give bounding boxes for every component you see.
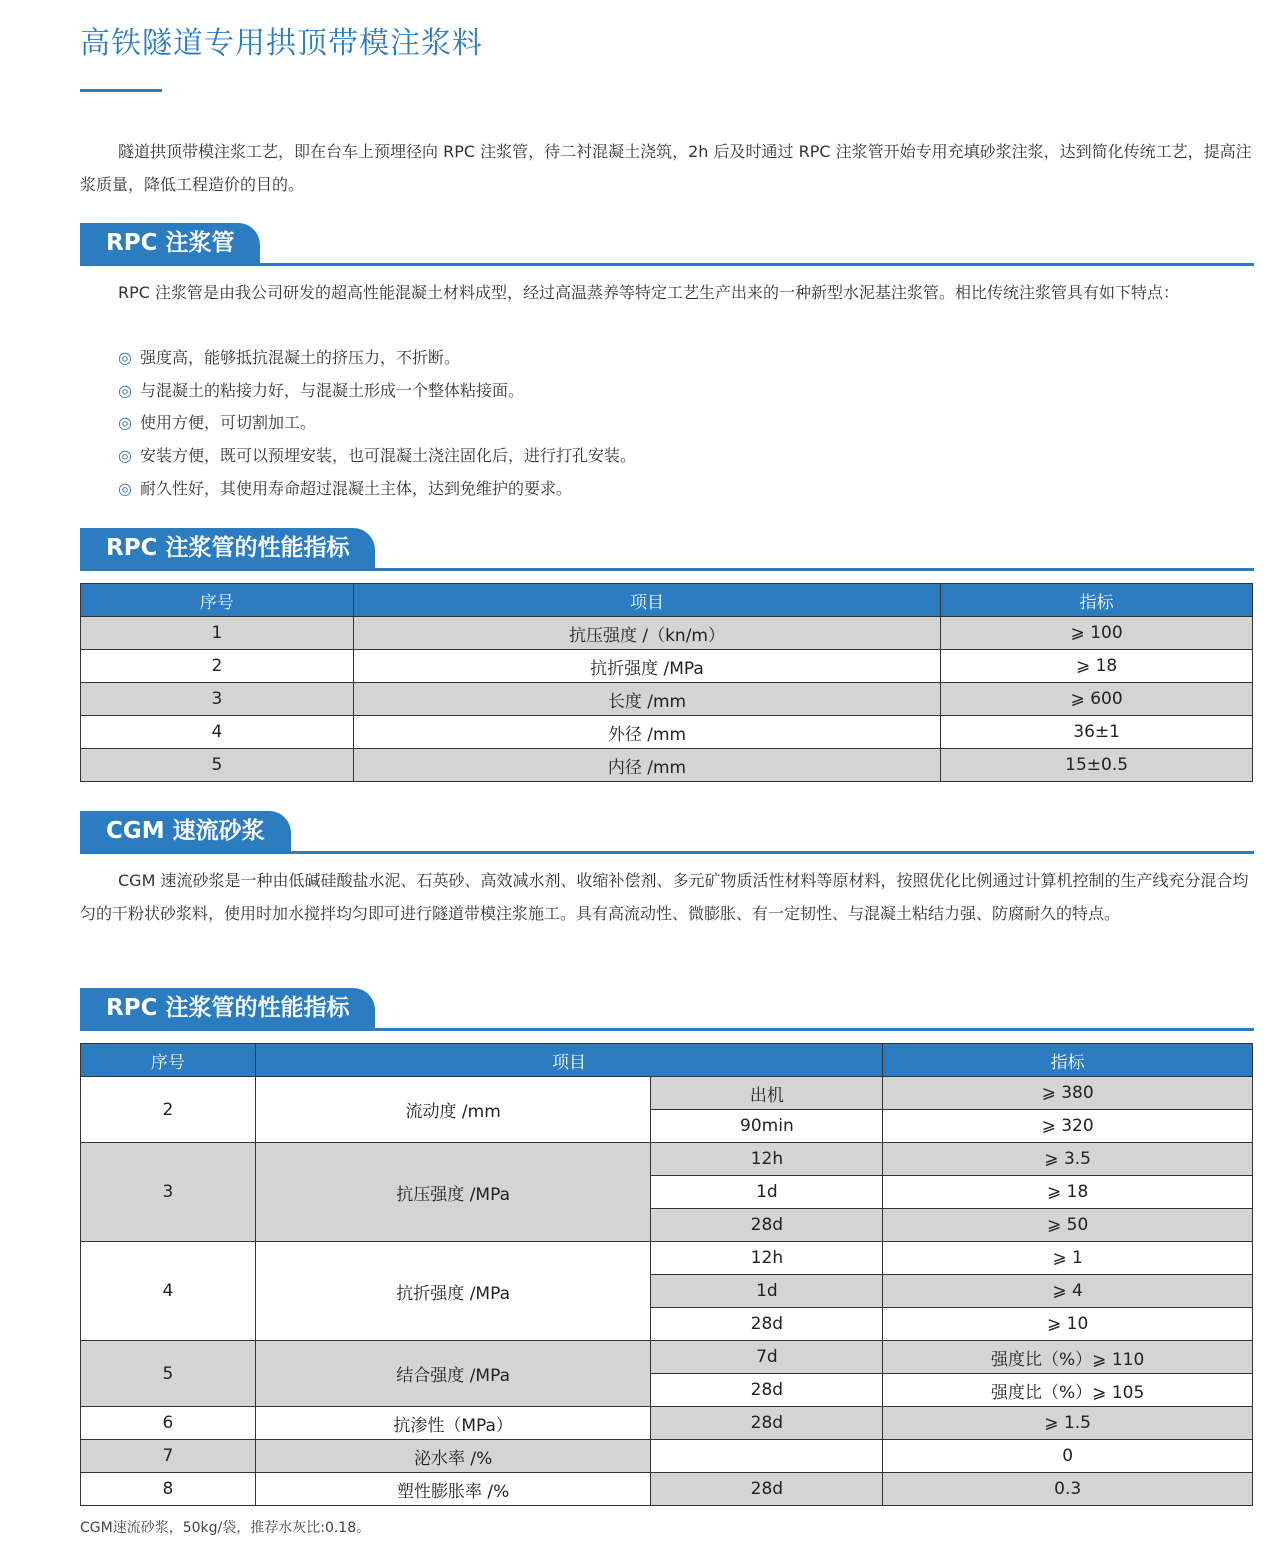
list-item-text: 安装方便，既可以预埋安装，也可混凝土浇注固化后，进行打孔安装。 xyxy=(139,446,636,466)
circle-bullet-icon: ◎ xyxy=(118,380,132,400)
header-item: 项目 xyxy=(255,1044,882,1077)
table-cell-condition: 12h xyxy=(651,1242,883,1275)
section-title: RPC 注浆管的性能指标 xyxy=(80,988,375,1028)
table-cell: 15±0.5 xyxy=(941,749,1253,782)
intro-paragraph: 隧道拱顶带模注浆工艺，即在台车上预埋径向 RPC 注浆管，待二衬混凝土浇筑，2h 后及时通过 RPC 注浆管开始专用充填砂浆注浆，达到简化传统工艺，提高注浆质量，降低工程造价的目的。 xyxy=(80,142,1252,194)
table-cell-condition: 7d xyxy=(651,1341,883,1374)
table-row xyxy=(81,1407,1253,1440)
table-cell-item: 抗渗性（MPa） xyxy=(255,1407,651,1440)
table-row xyxy=(81,1473,1253,1506)
table-row xyxy=(81,1143,1253,1176)
title-underline xyxy=(80,89,162,92)
table-cell-condition: 出机 xyxy=(651,1077,883,1110)
table-cell-condition: 12h xyxy=(651,1143,883,1176)
cgm-spec-table xyxy=(80,1043,1253,1506)
table-cell: ⩾ 100 xyxy=(941,617,1253,650)
table-cell-spec: 0 xyxy=(883,1440,1253,1473)
table-cell-spec: 0.3 xyxy=(883,1473,1253,1506)
table-cell-item: 抗压强度 /MPa xyxy=(255,1143,651,1242)
table-cell-condition: 28d xyxy=(651,1209,883,1242)
table-cell-spec: ⩾ 50 xyxy=(883,1209,1253,1242)
table-cell-item: 结合强度 /MPa xyxy=(255,1341,651,1407)
page-title: 高铁隧道专用拱顶带模注浆料 xyxy=(80,26,483,61)
table-cell-condition: 1d xyxy=(651,1176,883,1209)
table-cell-condition: 28d xyxy=(651,1308,883,1341)
circle-bullet-icon: ◎ xyxy=(118,348,132,367)
section-header-cgm xyxy=(80,812,1254,854)
list-item xyxy=(118,473,636,506)
list-item-text: 使用方便，可切割加工。 xyxy=(139,413,316,433)
table-cell-spec: ⩾ 4 xyxy=(883,1275,1253,1308)
table-cell-no: 7 xyxy=(81,1440,256,1473)
circle-bullet-icon: ◎ xyxy=(118,446,132,466)
table-row xyxy=(81,716,1253,749)
table-row xyxy=(81,1242,1253,1275)
list-item xyxy=(118,407,636,440)
header-no: 序号 xyxy=(81,584,354,617)
table-cell-no: 8 xyxy=(81,1473,256,1506)
list-item-text: 强度高，能够抵抗混凝土的挤压力，不折断。 xyxy=(139,348,460,367)
circle-bullet-icon: ◎ xyxy=(118,478,132,498)
table-cell: ⩾ 18 xyxy=(941,650,1253,683)
table-cell: 5 xyxy=(81,749,354,782)
table-cell: 内径 /mm xyxy=(353,749,940,782)
table-cell-item: 泌水率 /% xyxy=(255,1440,651,1473)
table-cell-spec: ⩾ 18 xyxy=(883,1176,1253,1209)
table-cell-no: 3 xyxy=(81,1143,256,1242)
section-header-rpc-table xyxy=(80,529,1254,571)
table-cell: 3 xyxy=(81,683,354,716)
table-cell: 4 xyxy=(81,716,354,749)
table-cell-condition: 28d xyxy=(651,1407,883,1440)
table-row xyxy=(81,1440,1253,1473)
table-row xyxy=(81,683,1253,716)
table-cell-spec: 强度比（%）⩾ 110 xyxy=(883,1341,1253,1374)
list-item xyxy=(118,342,636,375)
table-cell: 1 xyxy=(81,617,354,650)
header-spec: 指标 xyxy=(883,1044,1253,1077)
table-cell-no: 5 xyxy=(81,1341,256,1407)
section-header-cgm-table xyxy=(80,989,1254,1031)
table-cell-condition: 1d xyxy=(651,1275,883,1308)
table-row xyxy=(81,650,1253,683)
table-cell-item: 流动度 /mm xyxy=(255,1077,651,1143)
table-cell-spec: ⩾ 10 xyxy=(883,1308,1253,1341)
table-row xyxy=(81,1341,1253,1374)
table-row xyxy=(81,749,1253,782)
table-cell-spec: ⩾ 1.5 xyxy=(883,1407,1253,1440)
table-cell-item: 塑性膨胀率 /% xyxy=(255,1473,651,1506)
footnote: CGM速流砂浆，50kg/袋，推荐水灰比:0.18。 xyxy=(80,1520,371,1536)
section-title: RPC 注浆管 xyxy=(80,223,260,263)
header-no: 序号 xyxy=(81,1044,256,1077)
table-cell: 抗折强度 /MPa xyxy=(353,650,940,683)
table-cell: 2 xyxy=(81,650,354,683)
table-cell-item: 抗折强度 /MPa xyxy=(255,1242,651,1341)
table-cell-no: 2 xyxy=(81,1077,256,1143)
table-cell: ⩾ 600 xyxy=(941,683,1253,716)
feature-list xyxy=(118,342,636,506)
section-header-rpc xyxy=(80,224,1254,266)
table-row xyxy=(81,617,1253,650)
table-cell-no: 6 xyxy=(81,1407,256,1440)
list-item-text: 耐久性好，其使用寿命超过混凝土主体，达到免维护的要求。 xyxy=(139,478,572,498)
section-title: CGM 速流砂浆 xyxy=(80,811,291,851)
table-cell-condition: 90min xyxy=(651,1110,883,1143)
table-cell-spec: ⩾ 320 xyxy=(883,1110,1253,1143)
header-spec: 指标 xyxy=(941,584,1253,617)
circle-bullet-icon: ◎ xyxy=(118,413,132,433)
table-cell: 36±1 xyxy=(941,716,1253,749)
table-cell-spec: 强度比（%）⩾ 105 xyxy=(883,1374,1253,1407)
table-cell: 外径 /mm xyxy=(353,716,940,749)
table-cell-spec: ⩾ 380 xyxy=(883,1077,1253,1110)
table-cell-condition xyxy=(651,1440,883,1473)
table-cell-no: 4 xyxy=(81,1242,256,1341)
table-cell: 长度 /mm xyxy=(353,683,940,716)
list-item-text: 与混凝土的粘接力好，与混凝土形成一个整体粘接面。 xyxy=(139,380,524,400)
table-cell-condition: 28d xyxy=(651,1473,883,1506)
list-item xyxy=(118,440,636,473)
section-title: RPC 注浆管的性能指标 xyxy=(80,528,375,568)
list-item xyxy=(118,375,636,408)
table-cell-condition: 28d xyxy=(651,1374,883,1407)
rpc-spec-table xyxy=(80,583,1253,782)
table-cell: 抗压强度 /（kn/m） xyxy=(353,617,940,650)
header-item: 项目 xyxy=(353,584,940,617)
table-cell-spec: ⩾ 1 xyxy=(883,1242,1253,1275)
rpc-paragraph: RPC 注浆管是由我公司研发的超高性能混凝土材料成型，经过高温蒸养等特定工艺生产出来的一种新型水泥基注浆管。相比传统注浆管具有如下特点： xyxy=(118,283,1180,302)
table-row xyxy=(81,1077,1253,1110)
table-cell-spec: ⩾ 3.5 xyxy=(883,1143,1253,1176)
cgm-paragraph: CGM 速流砂浆是一种由低碱硅酸盐水泥、石英砂、高效减水剂、收缩补偿剂、多元矿物质活性材料等原材料，按照优化比例通过计算机控制的生产线充分混合均匀的干粉状砂浆料，使用时加水搅拌均匀即可进行隧道带模注浆施工。具有高流动性、微膨胀、有一定韧性、与混凝土粘结力强、防腐耐久的特点。 xyxy=(80,871,1249,923)
